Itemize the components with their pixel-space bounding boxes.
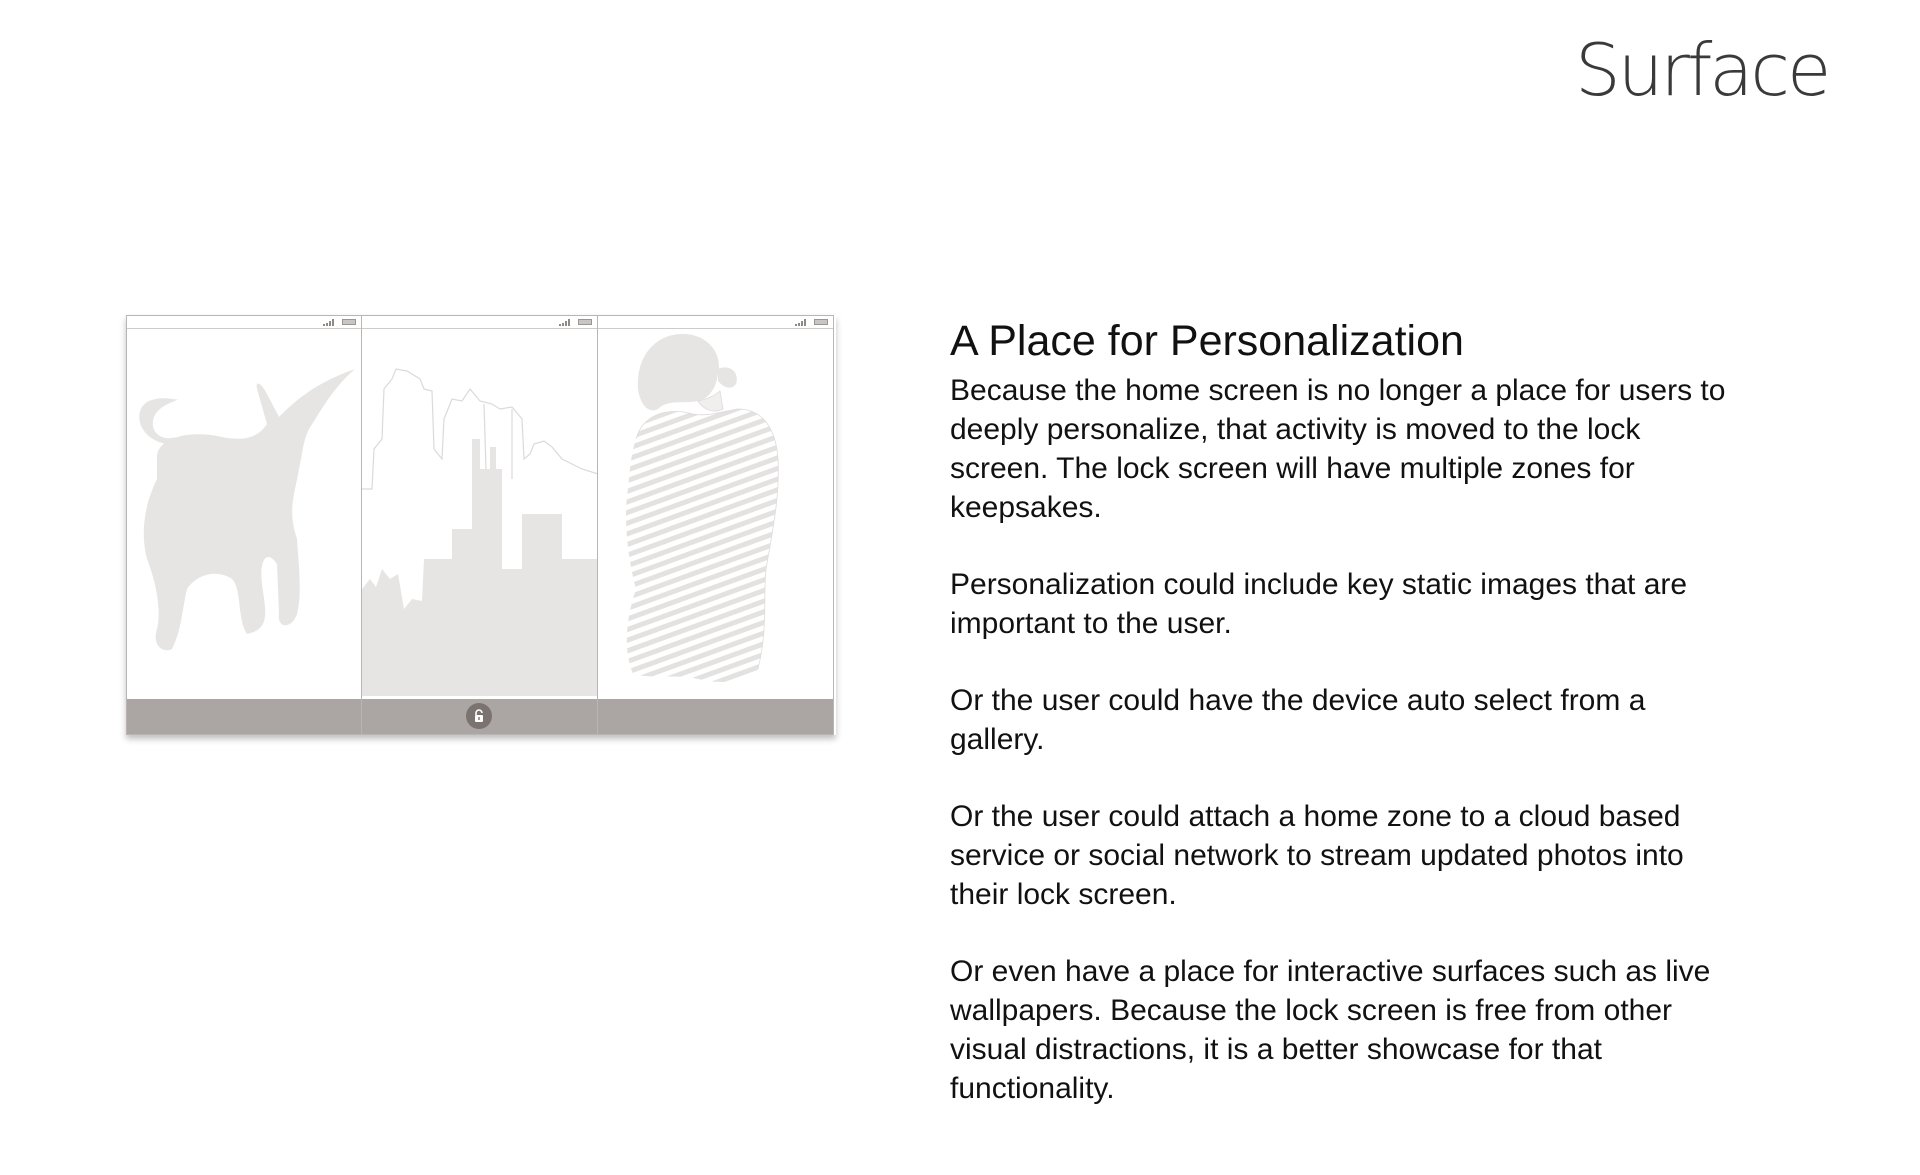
paragraph: Or the user could have the device auto select from a gallery. xyxy=(950,684,1646,756)
city-skyline-image xyxy=(362,329,598,696)
bottom-bar xyxy=(127,699,361,734)
status-bar xyxy=(127,316,361,329)
status-bar xyxy=(362,316,597,329)
status-bar xyxy=(598,316,833,329)
signal-icon xyxy=(323,319,337,326)
content-section xyxy=(950,317,1740,1146)
bottom-bar xyxy=(362,699,597,734)
phone-screen-city xyxy=(362,315,598,735)
battery-icon xyxy=(578,319,592,325)
paragraph: Or the user could attach a home zone to a cloud based service or social network to stream updated photos into their lock screen. xyxy=(950,800,1684,911)
lock-screen-mockup xyxy=(126,315,836,735)
signal-icon xyxy=(559,319,573,326)
unlock-icon xyxy=(472,709,486,723)
paragraph: Because the home screen is no longer a place for users to deeply personalize, that activity is moved to the lock screen. The lock screen will have multiple zones for keepsakes. xyxy=(950,374,1726,524)
unlock-button[interactable] xyxy=(466,703,492,729)
surface-logo: Surface xyxy=(1575,28,1829,112)
paragraph: Personalization could include key static images that are important to the user. xyxy=(950,568,1688,640)
bottom-bar xyxy=(598,699,833,734)
section-heading: A Place for Personalization xyxy=(950,317,1464,365)
paragraph: Or even have a place for interactive surfaces such as live wallpapers. Because the lock screen is free from other visual distractions, it is a better showcase for that functionality. xyxy=(950,955,1711,1105)
signal-icon xyxy=(795,319,809,326)
dog-silhouette-image xyxy=(127,329,362,696)
woman-portrait-image xyxy=(598,329,834,696)
phone-screen-portrait xyxy=(598,315,834,735)
phone-screen-dog xyxy=(126,315,362,735)
battery-icon xyxy=(814,319,828,325)
battery-icon xyxy=(342,319,356,325)
